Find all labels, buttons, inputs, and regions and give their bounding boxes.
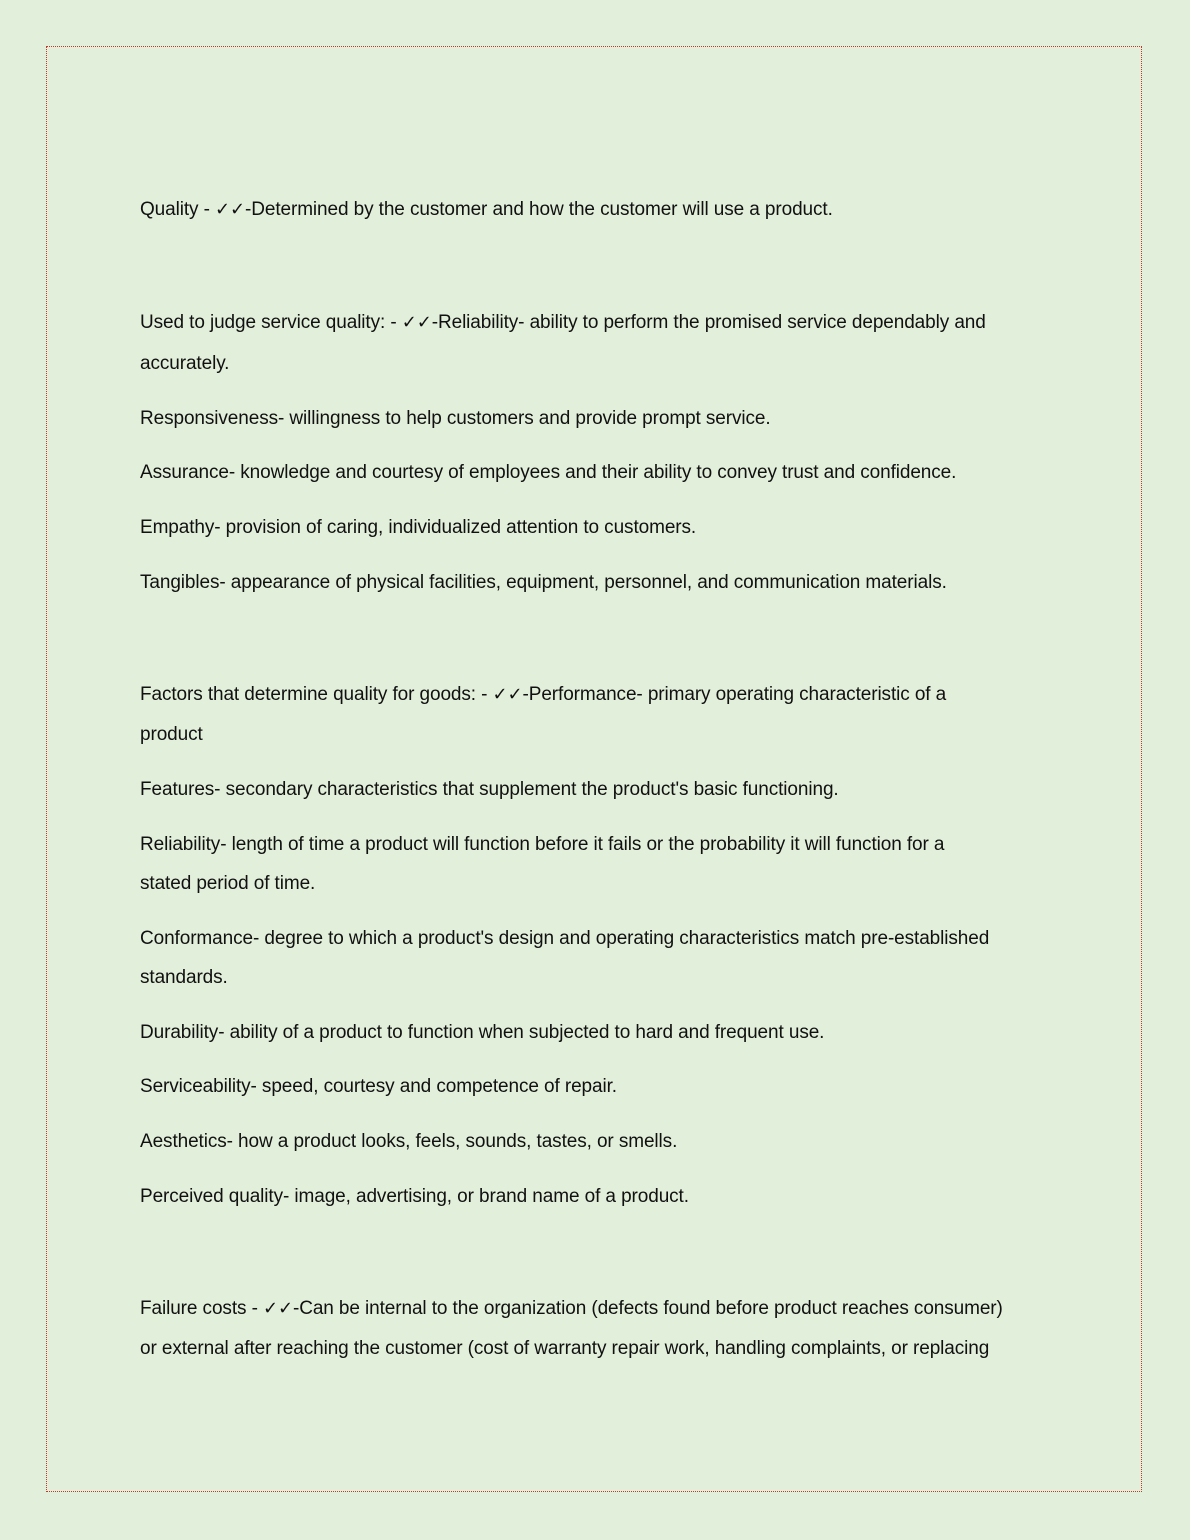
term-label: Quality - xyxy=(140,199,216,220)
term-label: Used to judge service quality: - xyxy=(140,312,402,333)
double-check-icon: ✓✓ xyxy=(492,684,523,705)
list-item: Tangibles- appearance of physical facilities, equipment, personnel, and communication materials. xyxy=(140,572,947,593)
definition-text: -Can be internal to the organization (defects found before product reaches consumer) xyxy=(292,1298,1003,1319)
definition-text: -Reliability- ability to perform the promised service dependably and xyxy=(431,312,986,333)
quality-term-line xyxy=(140,197,833,223)
failure-costs-term-line xyxy=(140,1296,1003,1322)
term-label: Failure costs - xyxy=(140,1298,263,1319)
definition-continuation: product xyxy=(140,724,203,745)
definition-continuation: accurately. xyxy=(140,353,230,374)
list-item: Assurance- knowledge and courtesy of employees and their ability to convey trust and confidence. xyxy=(140,462,957,483)
double-check-icon: ✓✓ xyxy=(401,312,432,333)
list-item: Serviceability- speed, courtesy and competence of repair. xyxy=(140,1076,617,1097)
definition-continuation: or external after reaching the customer (cost of warranty repair work, handling complaints, or replacing xyxy=(140,1338,990,1359)
list-item: standards. xyxy=(140,967,228,988)
list-item: Responsiveness- willingness to help customers and provide prompt service. xyxy=(140,408,771,429)
double-check-icon: ✓✓ xyxy=(263,1298,293,1319)
list-item: Reliability- length of time a product will function before it fails or the probability it will function for a xyxy=(140,834,945,855)
definition-text: -Determined by the customer and how the customer will use a product. xyxy=(245,199,833,220)
double-check-icon: ✓✓ xyxy=(215,199,245,220)
goods-quality-term-line xyxy=(140,682,946,708)
list-item: Features- secondary characteristics that supplement the product's basic functioning. xyxy=(140,779,839,800)
service-quality-term-line xyxy=(140,310,986,336)
page-border xyxy=(46,46,1142,1492)
list-item: Durability- ability of a product to function when subjected to hard and frequent use. xyxy=(140,1022,825,1043)
list-item: Conformance- degree to which a product's design and operating characteristics match pre-established xyxy=(140,928,990,949)
list-item: stated period of time. xyxy=(140,873,316,894)
list-item: Perceived quality- image, advertising, or brand name of a product. xyxy=(140,1186,689,1207)
definition-text: -Performance- primary operating characteristic of a xyxy=(522,684,947,705)
list-item: Aesthetics- how a product looks, feels, sounds, tastes, or smells. xyxy=(140,1131,678,1152)
list-item: Empathy- provision of caring, individualized attention to customers. xyxy=(140,517,697,538)
term-label: Factors that determine quality for goods: - xyxy=(140,684,493,705)
